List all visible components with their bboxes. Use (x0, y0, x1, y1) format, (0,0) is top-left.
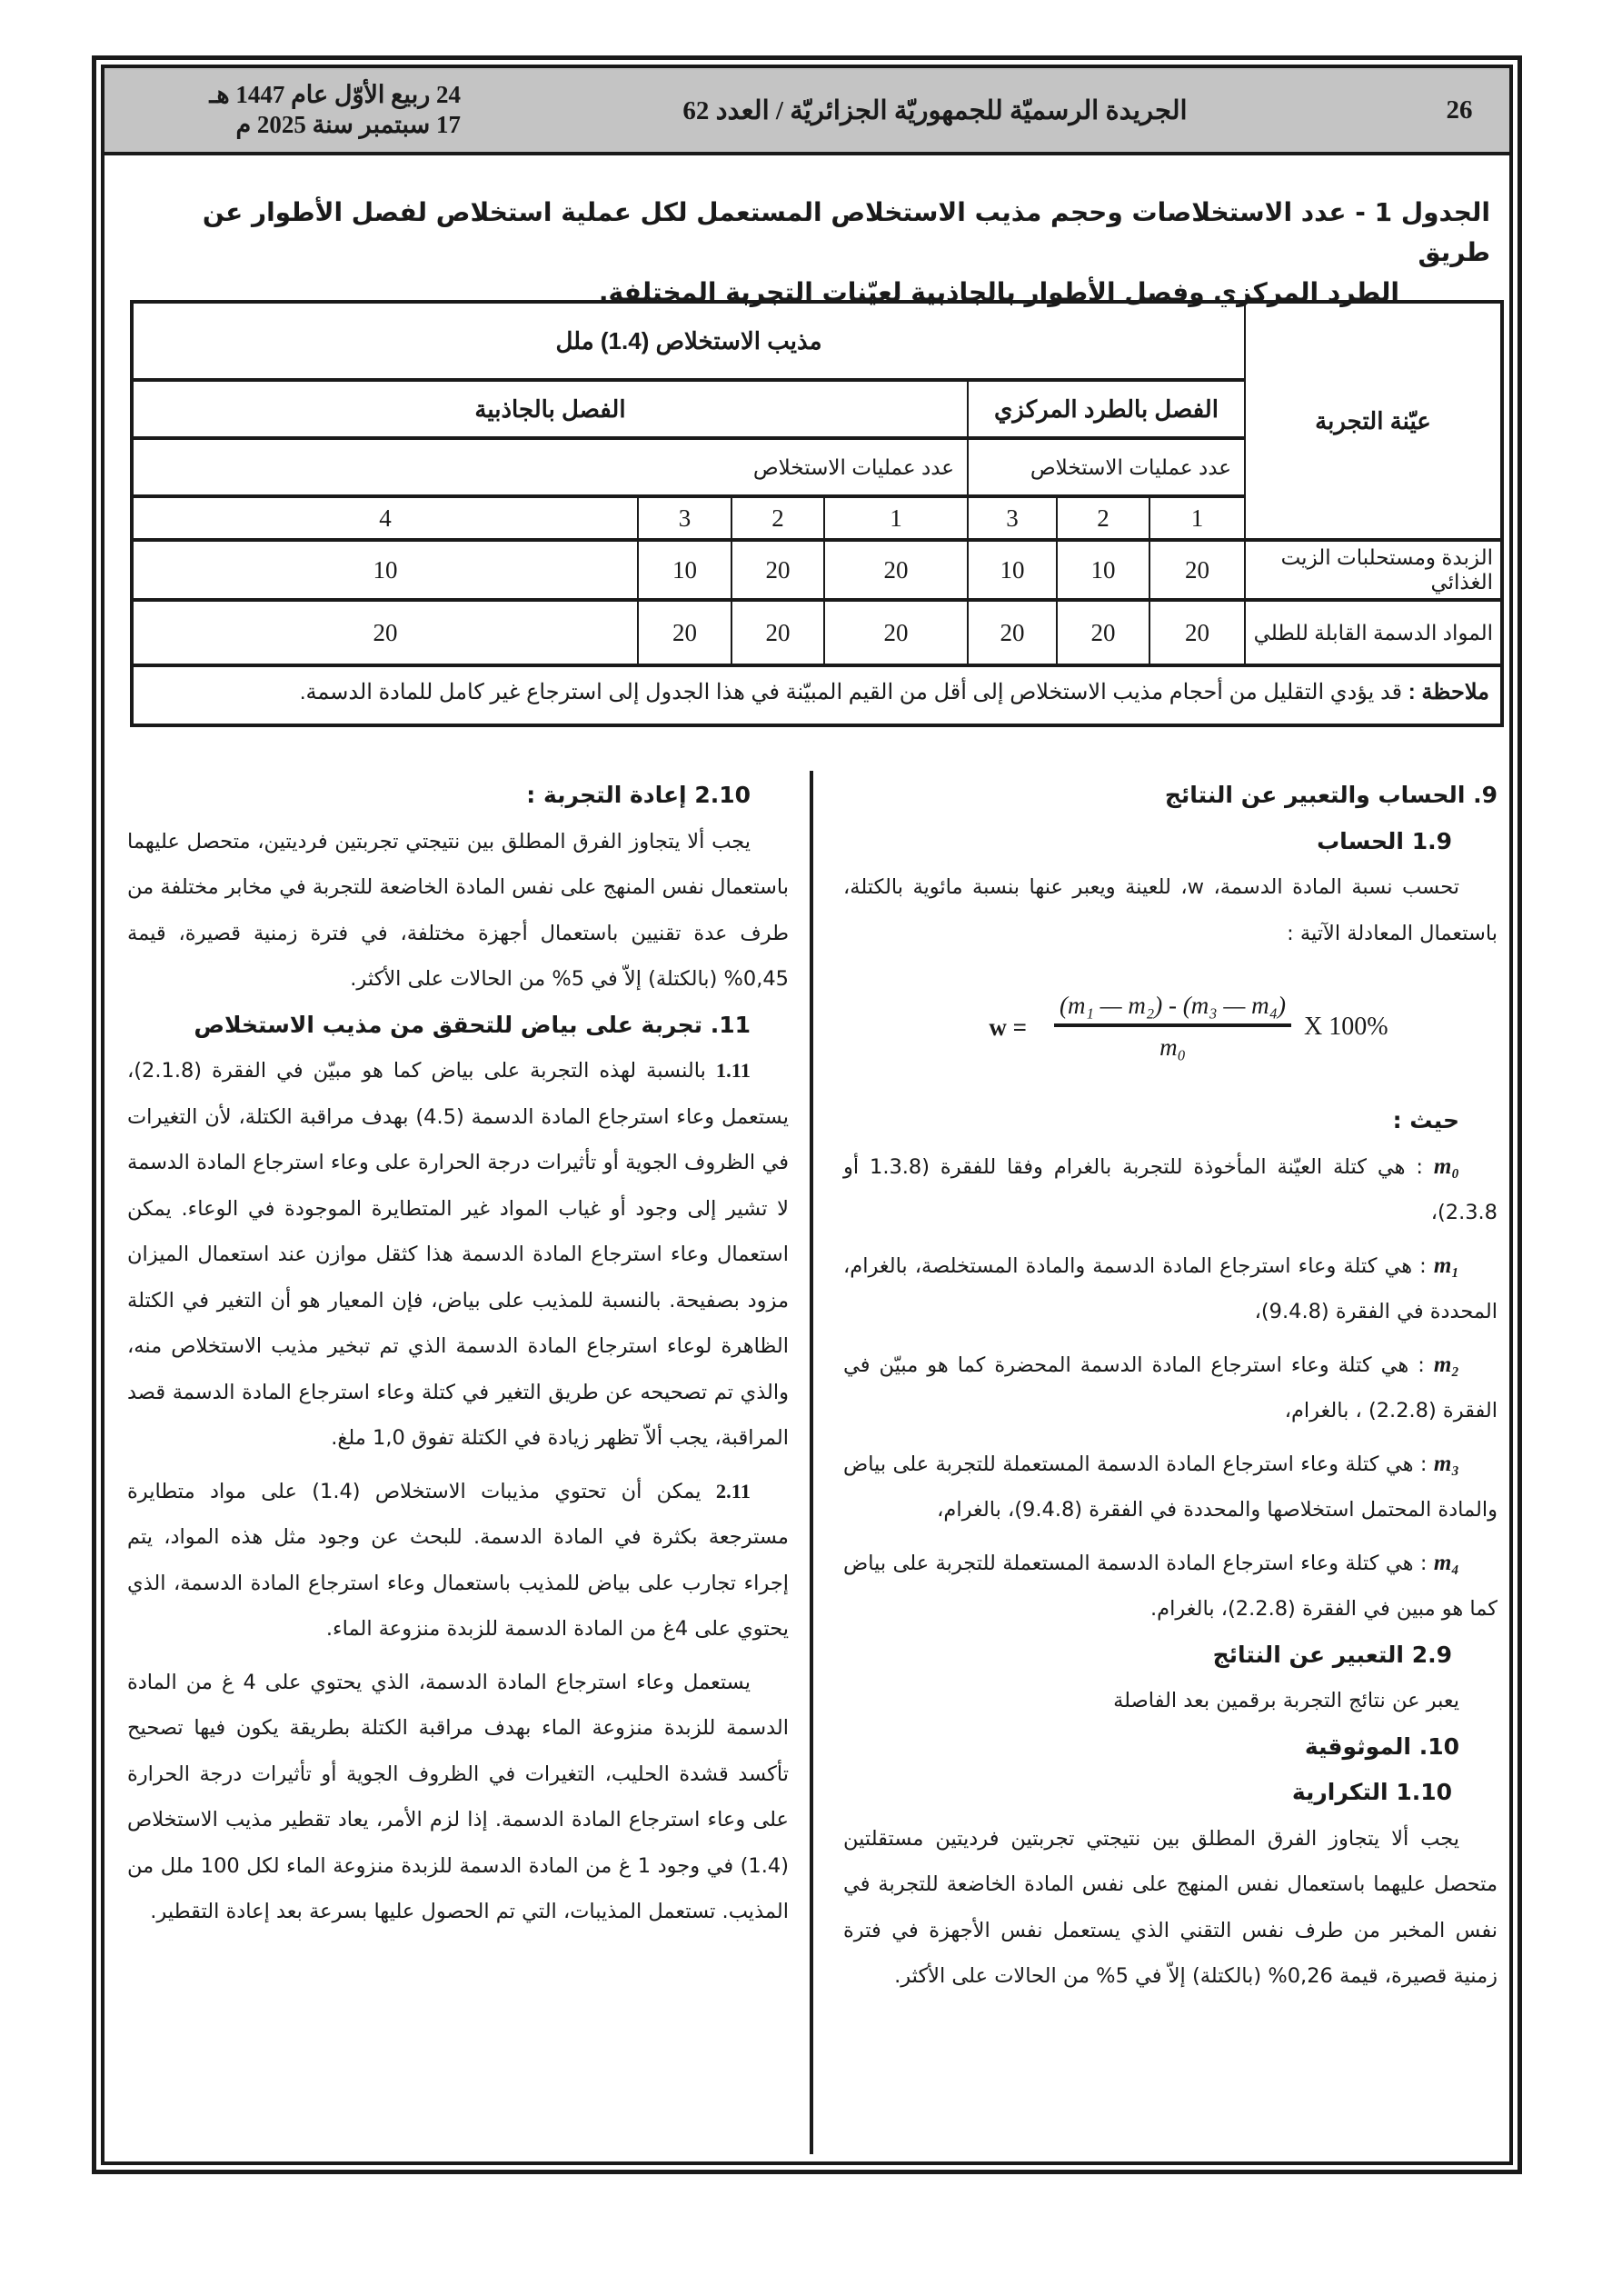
journal-title: الجريدة الرسميّة للجمهوريّة الجزائريّة / العدد 62 (682, 95, 1188, 125)
paragraph-11-2-continued: يستعمل وعاء استرجاع المادة الدسمة، الذي يحتوي على 4 غ من المادة الدسمة للزبدة منزوعة الماء بهدف مراقبة الكتلة بطريقة يكون فيها تصحيح تأكسد قشدة الحليب، التغيرات في الظروف الجوية أو تأثيرات درجة الحرارة على وعاء استرجاع المادة الدسمة. إذا لزم الأمر، يعاد تقطير مذيب الاستخلاص (1.4) في وجود 1 غ من المادة الدسمة للزبدة منزوعة الماء لكل 100 ملل من المذيب. تستعمل المذيبات، التي تم الحصول عليها بسرعة بعد إعادة التقطير. (127, 1670, 789, 1923)
symbol-m4: m₄ (1433, 1550, 1459, 1575)
note-label: ملاحظة : (1408, 680, 1489, 704)
symbol-m1: m₁ (1433, 1253, 1460, 1278)
table-caption-line2: الطرد المركزي وفصل الأطوار بالجاذبية لعيّنات التجربة المختلفة. (598, 277, 1399, 307)
symbol-m3: m₃ (1433, 1451, 1459, 1476)
fat-content-formula (880, 973, 1498, 1082)
definition-m1 (843, 1243, 1498, 1335)
table-cell: 20 (824, 540, 968, 600)
paragraph-11-2 (127, 1469, 789, 1652)
table-cell: 10 (638, 540, 731, 600)
table-note-row (132, 665, 1502, 725)
col-header: 1 (1149, 496, 1245, 540)
section-heading-10-1: 1.10 التكرارية (1291, 1779, 1452, 1805)
definition-m2 (843, 1343, 1498, 1434)
col-header: 3 (638, 496, 731, 540)
formula-denominator: m₀ (1159, 1033, 1186, 1061)
table-cell: 20 (731, 540, 824, 600)
col-header: 3 (968, 496, 1057, 540)
paragraph-10-2: يجب ألا يتجاوز الفرق المطلق بين نتيجتي تجربتين فرديتين، متحصل عليهما باستعمال نفس المنهج على نفس المادة الخاضعة للتجربة في مخابر مختلفة من طرف عدة تقنيين باستعمال أجهزة مختلفة، في فترة زمنية قصيرة، قيمة 0,45% (بالكتلة) إلاّ في 5% من الحالات على الأكثر. (127, 829, 789, 991)
solvent-header: مذيب الاستخلاص (1.4) ملل (132, 302, 1245, 380)
table-cell: 20 (824, 600, 968, 665)
gravity-group-header: الفصل بالجاذبية (132, 380, 968, 438)
section-heading-9: 9. الحساب والتعبير عن النتائج (1164, 782, 1498, 808)
left-column (127, 773, 789, 1935)
col-header: 2 (1057, 496, 1149, 540)
definition-m4 (843, 1541, 1498, 1632)
sample-header: عيّنة التجربة (1245, 302, 1502, 540)
table-cell: 20 (1149, 540, 1245, 600)
formula-fraction (1054, 987, 1291, 1067)
col-header: 1 (824, 496, 968, 540)
journal-header (104, 68, 1509, 155)
table-row (132, 600, 1502, 665)
section-heading-10: 10. الموثوقية (1304, 1732, 1459, 1760)
row-label: المواد الدسمة القابلة للطلي (1245, 600, 1502, 665)
paragraph-10-1: يجب ألا يتجاوز الفرق المطلق بين نتيجتي تجربتين فرديتين مستقلتين متحصل عليهما باستعمال نفس المنهج على نفس المادة الخاضعة للتجربة في نفس المخبر من طرف نفس التقني الذي يستعمل نفس الأجهزة في فترة زمنية قصيرة، قيمة 0,26% (بالكتلة) إلاّ في 5% من الحالات على الأكثر. (843, 1826, 1498, 1988)
col-header: 2 (731, 496, 824, 540)
table-cell: 20 (731, 600, 824, 665)
definition-text: : هي كتلة وعاء استرجاع المادة الدسمة المستعملة للتجربة على بياض والمادة المحتمل استخلاصها والمحددة في الفقرة (9.4.8)، بالغرام، (843, 1452, 1498, 1522)
clause-number: 2.11 (715, 1479, 751, 1502)
row-label: الزبدة ومستحلبات الزيت الغذائي (1245, 540, 1502, 600)
table-cell: 20 (638, 600, 731, 665)
definition-text: : هي كتلة وعاء استرجاع المادة الدسمة المحضرة كما هو مبيّن في الفقرة (2.2.8) ، بالغرام، (843, 1353, 1498, 1423)
date-hijri: 24 ربيع الأوّل عام 1447 هـ (209, 81, 461, 108)
table-cell: 20 (1057, 600, 1149, 665)
centrifuge-group-header: الفصل بالطرد المركزي (968, 380, 1245, 438)
definition-text: : هي كتلة وعاء استرجاع المادة الدسمة المستعملة للتجربة على بياض كما هو مبين في الفقرة (2.2.8)، بالغرام. (843, 1551, 1498, 1621)
definition-m3 (843, 1442, 1498, 1533)
centrifuge-subheader: عدد عمليات الاستخلاص (968, 438, 1245, 496)
table-cell: 20 (132, 600, 638, 665)
table-cell: 20 (1149, 600, 1245, 665)
page-number: 26 (1446, 95, 1473, 125)
where-label: حيث : (1392, 1107, 1459, 1133)
note-text: قد يؤدي التقليل من أحجام مذيب الاستخلاص إلى أقل من القيم المبيّنة في هذا الجدول إلى استرجاع غير كامل للمادة الدسمة. (299, 680, 1403, 704)
col-header: 4 (132, 496, 638, 540)
table-row (132, 540, 1502, 600)
definition-text: : هي كتلة وعاء استرجاع المادة الدسمة والمادة المستخلصة، بالغرام، المحددة في الفقرة (9.4.8)، (843, 1253, 1498, 1323)
extraction-table (130, 300, 1504, 727)
table-cell: 20 (968, 600, 1057, 665)
paragraph-text: يمكن أن تحتوي مذيبات الاستخلاص (1.4) على مواد متطايرة مسترجعة بكثرة في المادة الدسمة. للبحث عن وجود مثل هذه المواد، يتم إجراء تجارب على بياض للمذيب باستعمال وعاء استرجاع المادة الدسمة، الذي يحتوي على 4غ من المادة الدسمة للزبدة منزوعة الماء. (127, 1479, 789, 1641)
formula-rhs: X 100% (1304, 1012, 1388, 1041)
section-heading-10-2: 2.10 إعادة التجربة : (526, 782, 751, 808)
paragraph-9-2: يعبر عن نتائج التجربة برقمين بعد الفاصلة (1113, 1689, 1459, 1712)
section-heading-9-2: 2.9 التعبير عن النتائج (1212, 1641, 1452, 1668)
clause-number: 1.11 (715, 1059, 751, 1082)
paragraph-text: بالنسبة لهذه التجربة على بياض كما هو مبيّن في الفقرة (2.1.8)، يستعمل وعاء استرجاع المادة الدسمة (4.5) بهدف مراقبة الكتلة، لأن التغيرات في الظروف الجوية أو تأثيرات درجة الحرارة على وعاء استرجاع المادة الدسمة لا تشير إلى وجود أو غياب المواد غير المتطايرة الموجودة في الوعاء. يمكن استعمال وعاء استرجاع المادة الدسمة هذا كثقل موازن عند استعمال الميزان مزود بصفيحة. بالنسبة للمذيب على بياض، فإن المعيار هو أن التغير في الكتلة الظاهرة لوعاء استرجاع المادة الدسمة الذي تم تبخير مذيب الاستخلاص منه، والذي تم تصحيحه عن طريق التغير في كتلة وعاء استرجاع المادة الدسمة قصد المراقبة، يجب ألاّ تظهر زيادة في الكتلة تفوق 1,0 ملغ. (127, 1059, 789, 1450)
gravity-subheader: عدد عمليات الاستخلاص (132, 438, 968, 496)
table-note (132, 665, 1502, 725)
table-cell: 10 (968, 540, 1057, 600)
section-heading-9-1: 1.9 الحساب (1317, 827, 1452, 854)
symbol-m2: m₂ (1433, 1352, 1459, 1377)
table-caption (136, 193, 1490, 313)
section-heading-11: 11. تجربة على بياض للتحقق من مذيب الاستخلاص (194, 1011, 751, 1038)
symbol-m0: m₀ (1433, 1153, 1460, 1179)
formula-lhs: w = (989, 1013, 1028, 1041)
table-caption-line1: الجدول 1 - عدد الاستخلاصات وحجم مذيب الاستخلاص المستعمل لكل عملية استخلاص لفصل الأطوار عن طريق (202, 197, 1490, 267)
right-column (843, 773, 1498, 2000)
definition-m0 (843, 1144, 1498, 1236)
definition-text: : هي كتلة العيّنة المأخوذة للتجربة بالغرام وفقا للفقرة (1.3.8 أو 2.3.8)، (843, 1154, 1498, 1224)
date-gregorian: 17 سبتمبر سنة 2025 م (235, 111, 461, 138)
issue-date (104, 80, 461, 140)
paragraph-11-1 (127, 1048, 789, 1462)
paragraph-9-1: تحسب نسبة المادة الدسمة، w، للعينة ويعبر عنها بنسبة مائوية بالكتلة، باستعمال المعادلة الآتية : (843, 875, 1498, 945)
table-cell: 10 (1057, 540, 1149, 600)
table-cell: 10 (132, 540, 638, 600)
column-divider (810, 771, 813, 2154)
formula-numerator: (m₁ — m₂) - (m₃ — m₄) (1060, 992, 1287, 1019)
